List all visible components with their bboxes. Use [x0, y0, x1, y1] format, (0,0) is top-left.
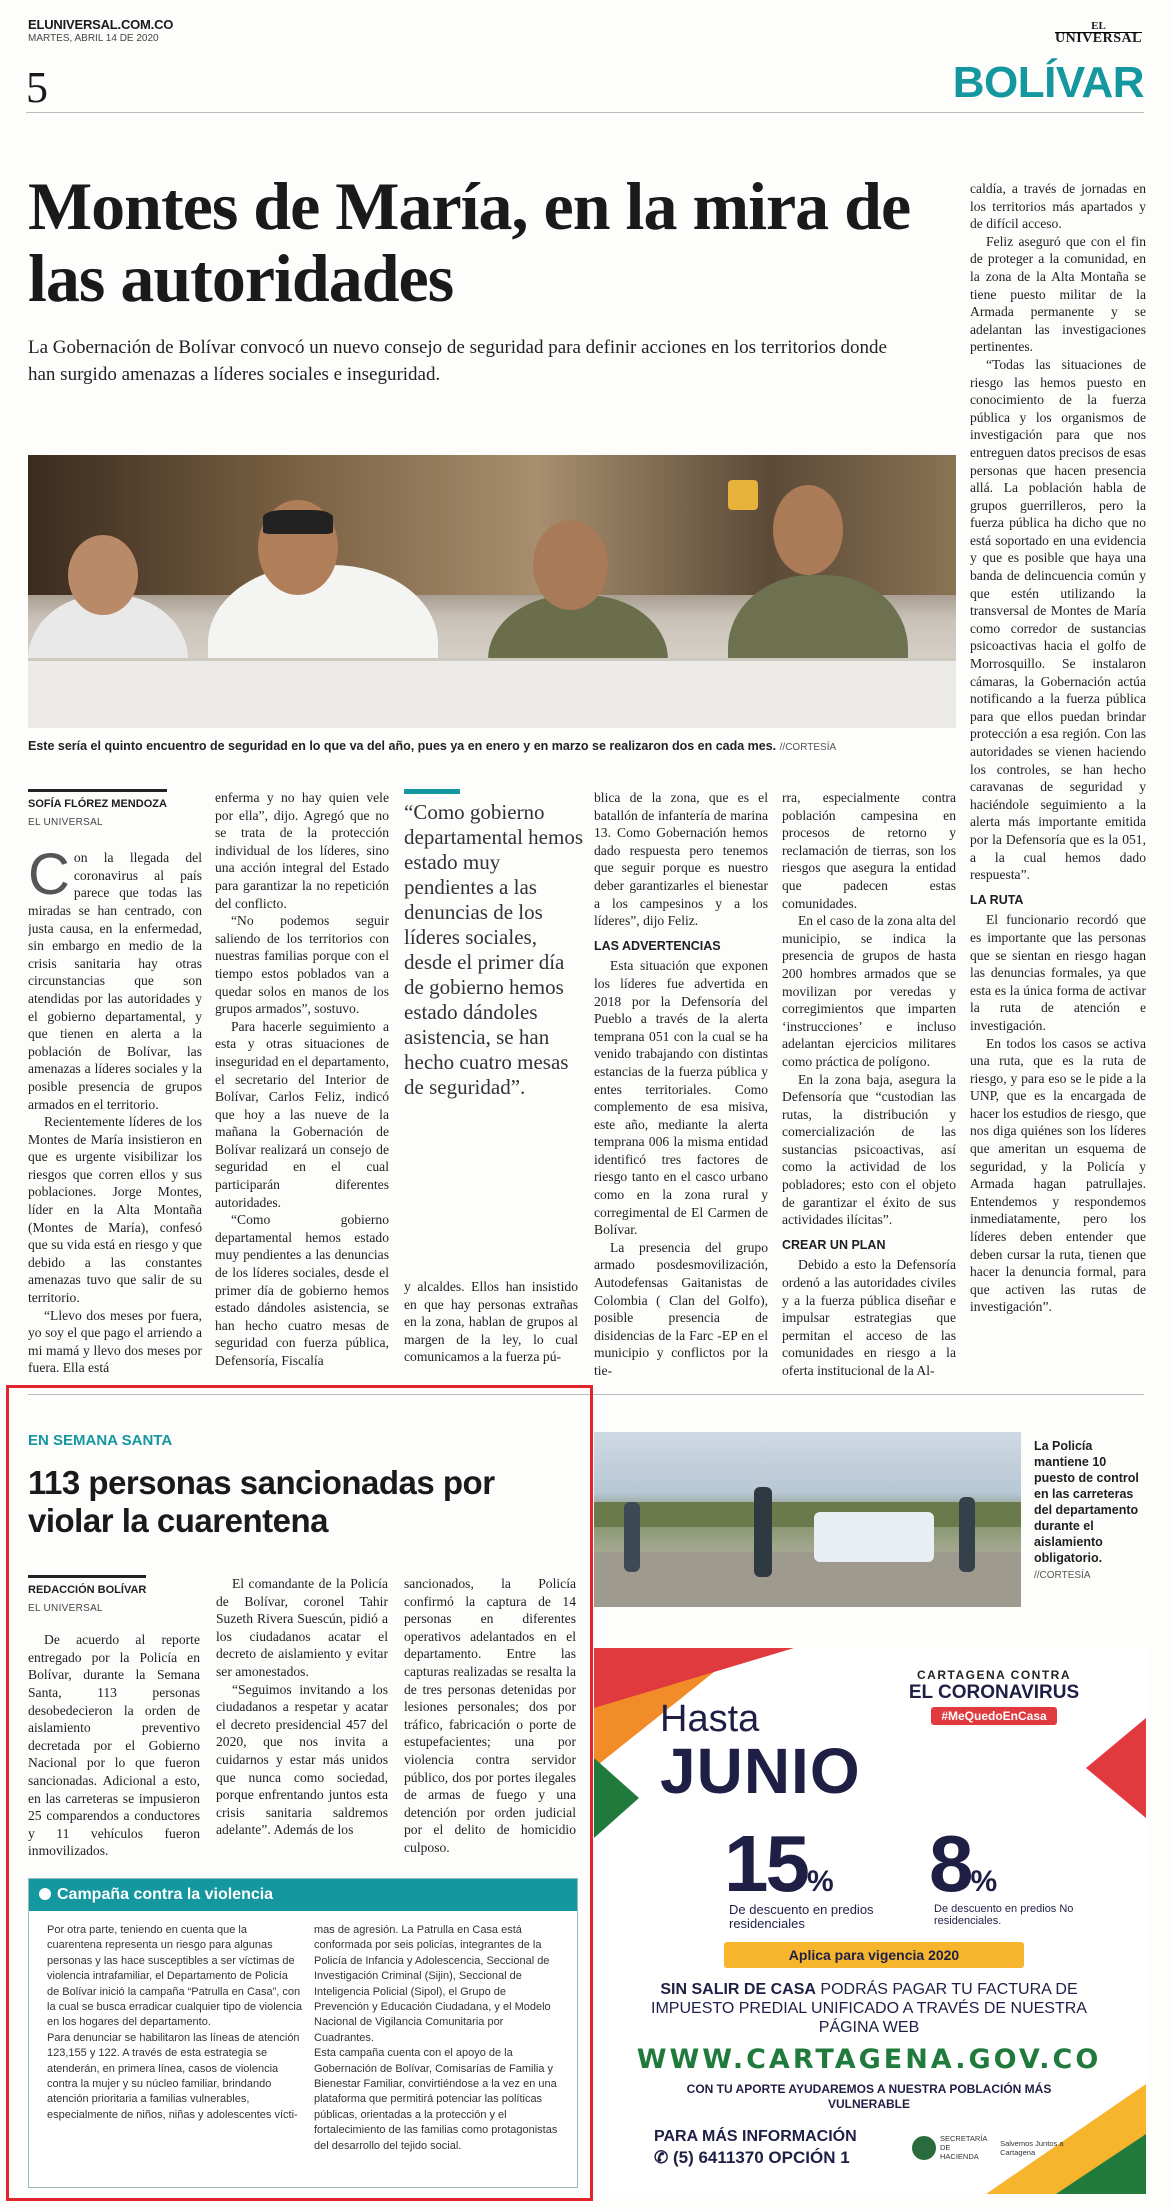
- paragraph: mas de agresión. La Patrulla en Casa está conformada por seis policías, integrantes de la Policía de Infancia y Adolescencia, Seccional de Investigación Criminal (Sijin), Seccional de Inteligencia Policial (Sipol), el Grupo de Prevención y Educación Ciudadana, y el Modelo Nacional de Vigilancia Comunitaria por Cuadrantes.: [314, 1924, 551, 2044]
- paragraph: “Como gobierno departamental hemos estado muy pendientes a las denuncias de los líderes sociales, desde el primer día de gobierno hemos estado dándoles asistencia, se han hecho cuatro mesas de seguridad con fuerza pública, Defensoría, Fiscalía: [215, 1212, 389, 1368]
- percent-symbol: %: [970, 1865, 998, 1898]
- main-column-1: [28, 789, 202, 1379]
- paragraph: En la zona baja, asegura la Defensoría que “custodian las rutas, la distribución y comercialización de las sustancias psicoactivas, así como la actividad de los pobladores; esto con el objeto de garantizar el éxito de sus actividades ilícitas”.: [782, 1071, 956, 1228]
- ad-contact: [654, 2128, 857, 2168]
- main-column-2: [215, 789, 389, 1379]
- second-headline: 113 personas sancionadas por violar la cuarentena: [28, 1464, 495, 1539]
- logo-salvemos: Salvemos Juntos a Cartagena: [1000, 2138, 1064, 2157]
- paragraph: sancionados, la Policía confirmó la captura de 14 personas en diferentes operativos adelantados en el departamento. Entre las capturas realizadas se resalta la de tres personas detenidas por lesiones personales; dos por tráfico, fabricación o porte de estupefacientes; una por violencia contra servidor público, dos por portes ilegales de armas de fuego y una detención por orden judicial por el delito de homicidio culposo.: [404, 1576, 576, 1855]
- page-number: 5: [26, 63, 48, 112]
- paragraph: Esta campaña cuenta con el apoyo de la Gobernación de Bolívar, Comisarías de Familia y Bienestar Familiar, convirtiéndose a la vez en una plataforma que permitirá potenciar las políticas públicas, orientadas a la protección y el fortalecimiento de las familias como protagonistas del desarrollo del tejido social.: [314, 2047, 558, 2152]
- caption-text: La Policía mantiene 10 puesto de control en las carreteras del departamento durante el aislamiento obligatorio.: [1034, 1439, 1139, 1565]
- ad-decoration: [1086, 1718, 1146, 1818]
- byline-org: EL UNIVERSAL: [28, 816, 103, 828]
- photo-credit: //CORTESÍA: [1034, 1570, 1091, 1581]
- ad-vigencia-banner: Aplica para vigencia 2020: [724, 1942, 1024, 1968]
- paragraph: blica de la zona, que es el batallón de infantería de marina 13. Como Gobernación hemos dado respuesta pero tenemos que seguir porque es nuestro deber garantizarles el bienestar a los campesinos y a los líderes”, dijo Feliz.: [594, 790, 768, 929]
- paragraph: Por otra parte, teniendo en cuenta que la cuarentena representa un riesgo para algunas personas y las hace susceptibles a ser víctimas de violencia intrafamiliar, el Departamento de Policía de Bolívar inició la campaña “Patrulla en Casa”, con la cual se busca erradicar cualquier tipo de violencia en los hogares del departamento.: [47, 1924, 302, 2029]
- ad-campaign-line2: EL CORONAVIRUS: [908, 1682, 1080, 1703]
- ad-phone: [654, 2148, 857, 2168]
- seal-icon: [912, 2136, 936, 2160]
- discount-value: 8: [929, 1819, 971, 1908]
- main-photo-caption: [28, 739, 948, 753]
- ad-sin-salir: SIN SALIR DE CASA: [660, 1981, 816, 1998]
- drop-cap: C: [28, 842, 70, 908]
- campaign-header: [29, 1879, 577, 1911]
- byline-org: EL UNIVERSAL: [28, 1602, 103, 1614]
- paragraph: El funcionario recordó que es importante que las personas que se sientan en riesgo hagan las denuncias formales, ya que esta es la única forma de activar la ruta de atención e investigación.: [970, 912, 1146, 1033]
- police-checkpoint-photo: [594, 1432, 1021, 1607]
- brand-universal: UNIVERSAL: [1055, 31, 1142, 46]
- ad-hasta: Hasta: [660, 1698, 760, 1740]
- paragraph: Esta situación que exponen los líderes fue advertida en 2018 por la Defensoría del Pueblo a través de la alerta temprana 051 con la cual se ha venido trabajando con distintas estancias de la fuerza pública y entes territoriales. Como complemento de esa misiva, este año, mediante la alerta temprana 006 la misma entidad identificó tres factores de riesgo tanto en el casco urbano como en la zona rural y corregimental de El Carmen de Bolívar.: [594, 958, 768, 1238]
- second-column-2: [216, 1575, 388, 1865]
- main-photo: [28, 455, 956, 728]
- paragraph: Para hacerle seguimiento a esta y otras situaciones de inseguridad en el departamento, el secretario del Interior de Bolívar, Carlos Feliz, indicó que hoy a las nueve de la mañana la Gobernación de Bolívar realizará un consejo de seguridad en el cual participarán diferentes autoridades.: [215, 1018, 389, 1210]
- police-photo-caption: [1034, 1438, 1146, 1584]
- masthead: [28, 18, 173, 46]
- second-column-3: [404, 1575, 576, 1865]
- section-title: BOLÍVAR: [952, 58, 1144, 107]
- byline-name: REDACCIÓN BOLÍVAR: [28, 1575, 146, 1600]
- main-column-3: [404, 1278, 578, 1378]
- photo-credit: //CORTESÍA: [779, 742, 837, 753]
- ad-discount-2-desc: De descuento en predios No residenciales.: [934, 1903, 1074, 1927]
- brand-el: EL: [1091, 20, 1106, 32]
- ad-aporte: CON TU APORTE AYUDAREMOS A NUESTRA POBLACIÓN MÁS VULNERABLE: [686, 2082, 1052, 2111]
- paragraph: La presencia del grupo armado posdesmovilización, Autodefensas Gaitanistas de Colombia ( Clan del Golfo), posible presencia de disidencias de la Farc -EP en el municipio y conflictos por la tie-: [594, 1239, 768, 1378]
- paragraph: caldía, a través de jornadas en los territorios más apartados y de difícil acceso.: [970, 181, 1146, 232]
- caption-text: Este sería el quinto encuentro de seguridad en lo que va del año, pues ya en enero y en marzo se realizaron dos en cada mes.: [28, 739, 777, 753]
- brand-logo: [1055, 20, 1142, 45]
- paragraph: Recientemente líderes de los Montes de María insistieron en que es urgente visibilizar los riesgos que corren ellos y sus poblaciones. Jorge Montes, líder en la Alta Montaña (Montes de María), confesó que su vida está en riesgo y que debido a las constantes amenazas tuvo que salir de su territorio.: [28, 1114, 202, 1306]
- campaign-column-2: [314, 1923, 564, 2154]
- logo-hacienda: SECRETARÍA DE HACIENDA: [940, 2134, 987, 2161]
- paragraph: En todos los casos se activa una ruta, que es la ruta de riesgo, y para eso se le pide a la UNP, que es la encargada de hacer los estudios de riesgo, que nos diga quiénes son los líderes que ameritan un esquema de seguridad, y la Policía y Armada hagan patrullajes. Entendemos y respondemos inmediatamente, pero los líderes deben entender que deben cursar la ruta, tienen que hacer la denuncia formal, para que activen las rutas de investigación”.: [970, 1035, 1146, 1315]
- pull-quote-accent: [404, 789, 460, 794]
- ad-discount-1-desc: De descuento en predios residenciales: [729, 1902, 874, 1931]
- paragraph: De acuerdo al reporte entregado por la Policía en Bolívar, durante la Semana Santa, 113 personas desobedecieron la orden de aislamiento preventivo decretada por el Gobierno Nacional por lo que fueron sancionadas. Adicional a esto, en las carreteras se impusieron 25 comparendos a conductores y 11 vehículos fueron inmovilizados.: [28, 1632, 200, 1859]
- percent-symbol: %: [806, 1865, 834, 1898]
- main-column-4: [594, 789, 768, 1379]
- main-column-5: [782, 789, 956, 1379]
- byline-name: SOFÍA FLÓREZ MENDOZA: [28, 789, 167, 814]
- discount-value: 15: [724, 1819, 807, 1908]
- bullet-icon: [39, 1888, 51, 1900]
- ad-logos: [912, 2134, 1070, 2161]
- site-name: ELUNIVERSAL.COM.CO: [28, 17, 174, 32]
- ad-website-url: WWW.CARTAGENA.GOV.CO: [636, 2044, 1102, 2075]
- ad-hashtag: #MeQuedoEnCasa: [931, 1707, 1056, 1725]
- paragraph: Debido a esto la Defensoría ordenó a las autoridades civiles y a la fuerza pública diseñar e impulsar estrategias que permitan el acceso de las comunidades en riesgo a la oferta institucional de la Al-: [782, 1257, 956, 1378]
- paragraph: Para denunciar se habilitaron las líneas de atención 123,155 y 122. A través de esta estrategia se atenderán, en primera línea, casos de violencia contra la mujer y su núcleo familiar, brindando atención prioritaria a familias vulnerables, especialmente de niños, niñas y adolescentes vícti-: [47, 2031, 300, 2121]
- subhead: LAS ADVERTENCIAS: [594, 938, 721, 953]
- paragraph: “Llevo dos meses por fuera, yo soy el que pago el arriendo a mi mamá y llevo dos meses por fuera. Ella está: [28, 1307, 202, 1376]
- ad-sin-salir-rest: PODRÁS PAGAR TU FACTURA DE IMPUESTO PREDIAL UNIFICADO A TRAVÉS DE NUESTRA PÁGINA WEB: [651, 1981, 1087, 2036]
- ad-payment-message: [624, 1980, 1114, 2037]
- campaign-title: Campaña contra la violencia: [57, 1886, 274, 1903]
- main-deck: La Gobernación de Bolívar convocó un nuevo consejo de seguridad para definir acciones en los territorios donde han surgido amenazas a líderes sociales e inseguridad.: [28, 337, 887, 385]
- ad-campaign: [884, 1668, 1104, 1725]
- story-kicker: EN SEMANA SANTA: [28, 1432, 173, 1449]
- paragraph: enferma y no hay quien vele por ella”, dijo. Agregó que no se trata de la protección individual de los líderes, sino una acción integral del Estado para garantizar la no repetición del conflicto.: [215, 790, 389, 911]
- ad-phone-number: (5) 6411370 OPCIÓN 1: [672, 2148, 850, 2167]
- paragraph: rra, especialmente contra población campesina en procesos de retorno y reclamación de tierras, son los riesgos que asegura la entidad que padecen estas comunidades.: [782, 790, 956, 911]
- main-column-6: [970, 180, 1146, 1380]
- paragraph: on la llegada del coronavirus al país parece que todas las miradas se han centrado, con justa causa, en la enfermedad, sin embargo en medio de la crisis sanitaria hay otras circunstancias que son atendidas por las autoridades y el gobierno departamental, y que tienen en alerta a la población de Bolívar, las amenazas a líderes sociales y la posible presencia de grupos armados en el territorio.: [28, 850, 202, 1112]
- paragraph: y alcaldes. Ellos han insistido en que hay personas extrañas en la zona, hablan de grupos al margen de la ley, lo cual comunicamos a la fuerza pú-: [404, 1279, 578, 1365]
- ad-discount-2: [929, 1818, 997, 1910]
- ad-decoration: [594, 1758, 639, 1838]
- ad-campaign-line1: CARTAGENA CONTRA: [917, 1668, 1071, 1682]
- campaign-sidebar: [28, 1878, 578, 2188]
- ad-discount-1: [724, 1818, 834, 1910]
- paragraph: “No podemos seguir saliendo de los territorios con nuestras familias porque con el tiempo estos poblados van a quedar solos en manos de los grupos armados”, sostuvo.: [215, 913, 389, 1017]
- paragraph: En el caso de la zona alta del municipio, se indica la presencia de grupos de hasta 200 hombres armados que se movilizan por veredas y corregimientos que imparten ‘instrucciones’ e incluso adelantan ejercicios militares como práctica de polígono.: [782, 913, 956, 1069]
- paragraph: “Todas las situaciones de riesgo las hemos puesto en conocimiento de la fuerza pública y los organismos de investigación para que nos entreguen datos precisos de esas personas que hacen presencia allá. La población habla de grupos guerrilleros, pero la fuerza pública ha dicho que no está soportado en una evidencia y que es posible que haya una banda de delincuencia común y que estén utilizando la transversal de Montes de María como corredor de sustancias psicoactivas hacia el golfo de Morrosquillo. Se instalaron cámaras, la Gobernación actúa notificando a la fuerza pública para que ellos puedan brindar protección a esa región. Con las autoridades se vienen haciendo los controles, se han hecho caravanas de seguridad y haciéndole seguimiento a la alerta más importante emitida por la Defensoría que es la 051, a la cual hemos dado respuesta”.: [970, 356, 1146, 883]
- cartagena-tax-ad: [594, 1648, 1146, 2194]
- issue-date: MARTES, ABRIL 14 DE 2020: [28, 33, 159, 44]
- paragraph: Feliz aseguró que con el fin de proteger a la comunidad, en la zona de la Alta Montaña se tiene puesto militar de la Armada permanente y se adelantan las investigaciones pertinentes.: [970, 233, 1146, 355]
- main-headline: Montes de María, en la mira de las autoridades: [28, 168, 911, 316]
- header-divider: [26, 112, 1144, 113]
- ad-junio: JUNIO: [660, 1735, 861, 1807]
- campaign-column-1: [47, 1923, 302, 2123]
- subhead: CREAR UN PLAN: [782, 1237, 886, 1252]
- second-column-1: [28, 1575, 200, 1865]
- paragraph: El comandante de la Policía de Bolívar, coronel Tahir Suzeth Rivera Suescún, pidió a los ciudadanos acatar el decreto de aislamiento y evitar ser amonestados.: [216, 1576, 388, 1679]
- phone-icon: ✆: [654, 2148, 673, 2167]
- paragraph: “Seguimos invitando a los ciudadanos a respetar y acatar el decreto presidencial 457 del 2020, que nos invita a cuidarnos y estar más unidos que nunca como sociedad, porque enfrentando juntos esta crisis sanitaria saldremos adelante”. Además de los: [216, 1681, 388, 1838]
- ad-info-title: PARA MÁS INFORMACIÓN: [654, 2128, 857, 2145]
- pull-quote: “Como gobierno departamental hemos estado muy pendientes a las denuncias de los líderes sociales, desde el primer día de gobierno hemos estado dándoles asistencia, se han hecho cuatro mesas de seguridad”.: [404, 800, 584, 1099]
- subhead: LA RUTA: [970, 892, 1024, 907]
